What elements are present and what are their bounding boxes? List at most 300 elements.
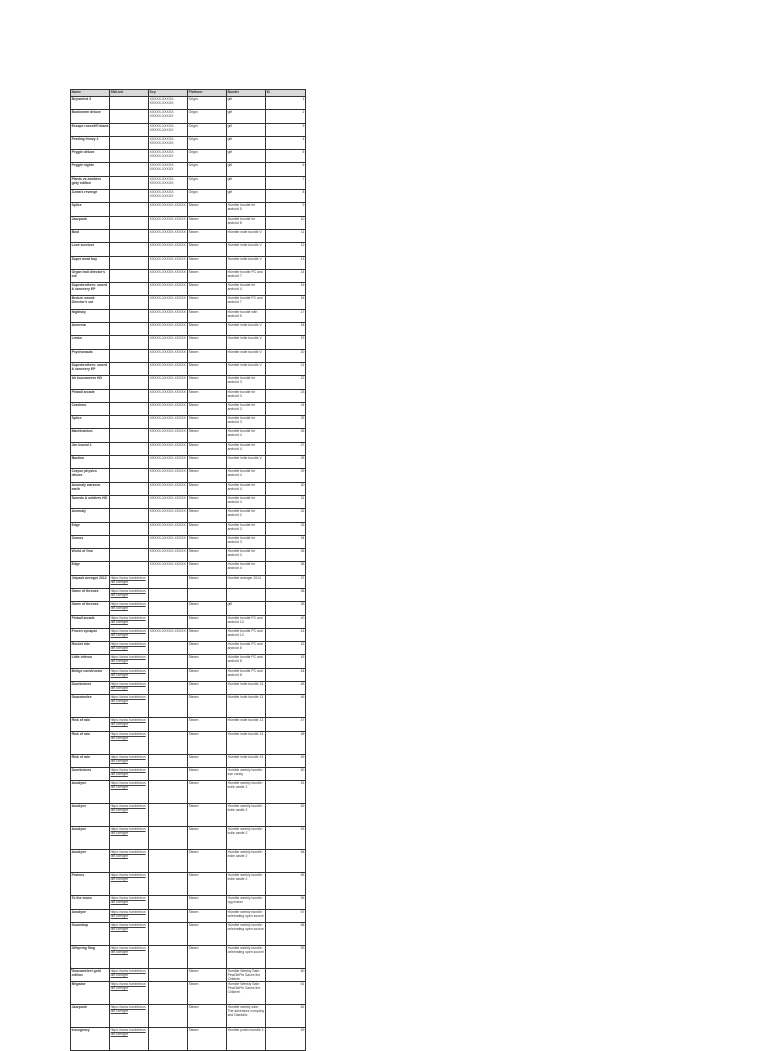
cell-bundle: Humble Weekly Sale: PewDiePie Saves the Children <box>227 982 266 1005</box>
cell-platform: Steam <box>188 416 227 429</box>
cell-id: 2 <box>266 110 306 123</box>
cell-bundle: gift <box>227 123 266 136</box>
cell-id: 16 <box>266 296 306 309</box>
cell-key: XXXXX-XXXXX-XXXXX-XXXXX <box>149 136 188 149</box>
cell-name: Jim bound 2 <box>71 442 110 455</box>
cell-id: 30 <box>266 482 306 495</box>
cell-id: 58 <box>266 922 306 945</box>
table-row <box>71 982 306 1005</box>
cell-platform: Steam <box>188 429 227 442</box>
cell-bundle: gift <box>227 136 266 149</box>
cell-link[interactable]: https://www.humblebundle.com/gift <box>110 896 149 909</box>
cell-name: Jazzpunk <box>71 1005 110 1028</box>
cell-platform: Steam <box>188 655 227 668</box>
cell-name: Brigador <box>71 982 110 1005</box>
table-row <box>71 150 306 163</box>
cell-link <box>110 97 149 110</box>
cell-platform: Steam <box>188 323 227 336</box>
cell-platform: Origin <box>188 136 227 149</box>
cell-name: Jetpack avenger 2012 <box>71 575 110 588</box>
table-row <box>71 203 306 216</box>
cell-name: Edge <box>71 522 110 535</box>
cell-id: 39 <box>266 602 306 615</box>
cell-bundle: Humble indie bundle V <box>227 456 266 469</box>
cell-platform: Steam <box>188 602 227 615</box>
table-row <box>71 1028 306 1051</box>
cell-id: 21 <box>266 362 306 375</box>
cell-link <box>110 110 149 123</box>
cell-bundle: Humble indie bundle V <box>227 362 266 375</box>
cell-key <box>149 718 188 731</box>
cell-link[interactable]: https://www.humblebundle.com/gift <box>110 968 149 981</box>
cell-id: 57 <box>266 909 306 922</box>
cell-platform: Origin <box>188 163 227 176</box>
cell-name: Edge <box>71 562 110 575</box>
cell-key: XXXXX-XXXXX-XXXXX <box>149 269 188 282</box>
table-row <box>71 922 306 945</box>
cell-id: 60 <box>266 968 306 981</box>
table-row <box>71 456 306 469</box>
table-row <box>71 323 306 336</box>
cell-key: XXXXX-XXXXX-XXXXX <box>149 469 188 482</box>
cell-name: Crayon physics deluxe <box>71 469 110 482</box>
cell-id: 41 <box>266 628 306 641</box>
cell-name: Risk of rain <box>71 754 110 767</box>
cell-link[interactable]: https://www.humblebundle.com/gift <box>110 1005 149 1028</box>
spreadsheet-table <box>70 89 306 1051</box>
cell-link[interactable]: https://www.humblebundle.com/gift <box>110 827 149 850</box>
cell-name: Superbrothers: sword & sworcery EP <box>71 283 110 296</box>
cell-bundle: Humble indie bundle 13 <box>227 718 266 731</box>
table-row <box>71 682 306 695</box>
table-row <box>71 336 306 349</box>
cell-name: Broken sword: Director's cut <box>71 296 110 309</box>
cell-name: Guacamelee <box>71 695 110 718</box>
table-row <box>71 804 306 827</box>
cell-key <box>149 695 188 718</box>
cell-link <box>110 123 149 136</box>
cell-bundle: Humble bundle for android 4 <box>227 283 266 296</box>
cell-name: Feeding frenzy 2 <box>71 136 110 149</box>
cell-id: 6 <box>266 163 306 176</box>
table-row <box>71 229 306 242</box>
cell-bundle: Humble weekly bundle: celebrating open source <box>227 945 266 968</box>
cell-bundle: Humble bundle PC and android 13 <box>227 628 266 641</box>
cell-link[interactable]: https://www.humblebundle.com/gift <box>110 602 149 615</box>
cell-platform: Steam <box>188 509 227 522</box>
cell-name: Rocket ride <box>71 642 110 655</box>
cell-link[interactable]: https://www.humblebundle.com/gift <box>110 781 149 804</box>
table-row <box>71 655 306 668</box>
table-row <box>71 349 306 362</box>
cell-platform: Steam <box>188 482 227 495</box>
cell-bundle: gift <box>227 176 266 189</box>
cell-key: XXXXX-XXXXX-XXXXX <box>149 402 188 415</box>
cell-id: 14 <box>266 269 306 282</box>
cell-id: 7 <box>266 176 306 189</box>
cell-bundle: Humble bundle for android 3 <box>227 389 266 402</box>
cell-name: Air buccaneers HD <box>71 376 110 389</box>
cell-link[interactable]: https://www.humblebundle.com/gift <box>110 575 149 588</box>
cell-bundle: Humble weekly bundle: celebrating open source <box>227 909 266 922</box>
cell-key <box>149 655 188 668</box>
cell-id: 13 <box>266 256 306 269</box>
cell-name: Boid <box>71 229 110 242</box>
cell-platform: Steam <box>188 349 227 362</box>
table-row <box>71 362 306 375</box>
column-header-link: SN/Link <box>110 90 149 97</box>
cell-key: XXXXX-XXXXX-XXXXX <box>149 362 188 375</box>
cell-bundle: Humble avenger 2014 <box>227 575 266 588</box>
cell-id: 36 <box>266 562 306 575</box>
cell-link <box>110 535 149 548</box>
cell-link[interactable]: https://www.humblebundle.com/gift <box>110 982 149 1005</box>
cell-id: 31 <box>266 495 306 508</box>
cell-bundle: Humble weekly bundle: rpg maker <box>227 896 266 909</box>
table-row <box>71 283 306 296</box>
cell-name: Swords & soldiers HD <box>71 495 110 508</box>
cell-bundle: Humble bundle with android 5 <box>227 309 266 322</box>
cell-name: Doorkickers <box>71 767 110 780</box>
cell-link <box>110 482 149 495</box>
cell-key <box>149 602 188 615</box>
cell-id: 32 <box>266 509 306 522</box>
cell-link[interactable]: https://www.humblebundle.com/gift <box>110 850 149 873</box>
cell-key <box>149 575 188 588</box>
cell-platform: Steam <box>188 575 227 588</box>
cell-key: XXXXX-XXXXX-XXXXX <box>149 216 188 229</box>
cell-link <box>110 136 149 149</box>
table-row <box>71 549 306 562</box>
cell-name: Little inferno <box>71 655 110 668</box>
cell-name: Anodyne <box>71 909 110 922</box>
cell-platform: Steam <box>188 562 227 575</box>
cell-platform: Steam <box>188 896 227 909</box>
column-header-key: Key <box>149 90 188 97</box>
cell-link[interactable]: https://www.humblebundle.com/gift <box>110 718 149 731</box>
table-row <box>71 909 306 922</box>
cell-name: Zuma's revenge <box>71 190 110 203</box>
cell-id: 42 <box>266 642 306 655</box>
cell-id: 53 <box>266 827 306 850</box>
cell-name: Bridge constructor <box>71 668 110 681</box>
cell-id: 4 <box>266 136 306 149</box>
cell-name: Anomaly warzone earth <box>71 482 110 495</box>
cell-link[interactable]: https://www.humblebundle.com/gift <box>110 754 149 767</box>
table-row <box>71 781 306 804</box>
cell-platform: Steam <box>188 682 227 695</box>
cell-name: Peggle deluxe <box>71 150 110 163</box>
cell-platform: Steam <box>188 522 227 535</box>
cell-id: 34 <box>266 535 306 548</box>
cell-link[interactable]: https://www.humblebundle.com/gift <box>110 655 149 668</box>
cell-key: XXXXX-XXXXX-XXXXX-XXXXX <box>149 110 188 123</box>
cell-bundle: Humble bundle PC and android 8 <box>227 655 266 668</box>
table-row <box>71 968 306 981</box>
cell-platform: Steam <box>188 243 227 256</box>
cell-id: 28 <box>266 456 306 469</box>
cell-key: XXXXX-XXXXX-XXXXX <box>149 256 188 269</box>
cell-name: Plants vs zombies goty edition <box>71 176 110 189</box>
cell-name: Bookworm deluxe <box>71 110 110 123</box>
cell-link <box>110 216 149 229</box>
cell-link[interactable]: https://www.humblebundle.com/gift <box>110 767 149 780</box>
cell-id: 61 <box>266 982 306 1005</box>
table-row <box>71 216 306 229</box>
cell-link[interactable]: https://www.humblebundle.com/gift <box>110 615 149 628</box>
cell-platform: Steam <box>188 469 227 482</box>
table-row <box>71 482 306 495</box>
cell-platform: Steam <box>188 442 227 455</box>
cell-link[interactable]: https://www.humblebundle.com/gift <box>110 682 149 695</box>
table-row <box>71 602 306 615</box>
cell-bundle: Humble bundle for android 2 <box>227 509 266 522</box>
cell-link[interactable]: https://www.humblebundle.com/gift <box>110 642 149 655</box>
cell-id: 46 <box>266 695 306 718</box>
table-row <box>71 176 306 189</box>
cell-key: XXXXX-XXXXX-XXXXX <box>149 283 188 296</box>
cell-bundle: Humble bundle for android 3 <box>227 376 266 389</box>
table-row <box>71 469 306 482</box>
cell-link[interactable]: https://www.humblebundle.com/gift <box>110 909 149 922</box>
cell-bundle: gift <box>227 163 266 176</box>
column-header-id: ID <box>266 90 306 97</box>
table-row <box>71 628 306 641</box>
cell-platform: Steam <box>188 909 227 922</box>
cell-platform: Steam <box>188 362 227 375</box>
cell-bundle: Humble indie bundle V <box>227 349 266 362</box>
table-row <box>71 850 306 873</box>
cell-bundle: Humble indie bundle 13 <box>227 754 266 767</box>
cell-name: Superbrothers: sword & sworcery EP <box>71 362 110 375</box>
cell-key <box>149 767 188 780</box>
cell-key <box>149 781 188 804</box>
table-row <box>71 642 306 655</box>
cell-platform: Origin <box>188 110 227 123</box>
cell-link[interactable]: https://www.humblebundle.com/gift <box>110 668 149 681</box>
cell-key <box>149 827 188 850</box>
cell-key: XXXXX-XXXXX-XXXXX <box>149 562 188 575</box>
cell-bundle: Humble weekly bundle: indie castle 2 <box>227 827 266 850</box>
table-row <box>71 754 306 767</box>
cell-name: Risk of rain <box>71 731 110 754</box>
cell-id: 10 <box>266 216 306 229</box>
cell-link <box>110 296 149 309</box>
cell-bundle: Humble indie bundle V <box>227 229 266 242</box>
cell-platform: Steam <box>188 767 227 780</box>
table-row <box>71 376 306 389</box>
cell-link <box>110 416 149 429</box>
cell-link <box>110 163 149 176</box>
cell-platform: Steam <box>188 256 227 269</box>
cell-key <box>149 909 188 922</box>
cell-key <box>149 682 188 695</box>
cell-platform: Steam <box>188 203 227 216</box>
cell-id: 18 <box>266 323 306 336</box>
cell-key: XXXXX-XXXXX-XXXXX <box>149 628 188 641</box>
cell-bundle: Humble weekly bundle: eye candy <box>227 767 266 780</box>
cell-platform: Steam <box>188 718 227 731</box>
cell-link <box>110 336 149 349</box>
cell-id: 45 <box>266 682 306 695</box>
cell-link <box>110 362 149 375</box>
table-row <box>71 718 306 731</box>
cell-key: XXXXX-XXXXX-XXXXX <box>149 243 188 256</box>
cell-key: XXXXX-XXXXX-XXXXX <box>149 482 188 495</box>
table-row <box>71 442 306 455</box>
cell-bundle: gift <box>227 190 266 203</box>
cell-key <box>149 642 188 655</box>
cell-platform: Steam <box>188 827 227 850</box>
cell-link <box>110 376 149 389</box>
cell-bundle: Humble indie bundle V <box>227 336 266 349</box>
cell-key <box>149 1005 188 1028</box>
cell-link <box>110 429 149 442</box>
cell-bundle: Humble bundle for android 3 <box>227 522 266 535</box>
cell-key <box>149 804 188 827</box>
cell-platform: Steam <box>188 731 227 754</box>
cell-key: XXXXX-XXXXX-XXXXX <box>149 429 188 442</box>
cell-name: Escape rosecliff island <box>71 123 110 136</box>
cell-platform: Steam <box>188 781 227 804</box>
cell-platform: Steam <box>188 216 227 229</box>
cell-link <box>110 562 149 575</box>
cell-name: Bejeweled 3 <box>71 97 110 110</box>
cell-key <box>149 731 188 754</box>
table-row <box>71 535 306 548</box>
cell-platform: Steam <box>188 283 227 296</box>
cell-name: Pinball arcade <box>71 389 110 402</box>
cell-platform: Steam <box>188 754 227 767</box>
cell-name: World of Goo <box>71 549 110 562</box>
cell-id: 44 <box>266 668 306 681</box>
table-row <box>71 110 306 123</box>
cell-bundle: gift <box>227 110 266 123</box>
cell-link[interactable]: https://www.humblebundle.com/gift <box>110 695 149 718</box>
cell-platform <box>188 588 227 601</box>
cell-bundle: Humble bundle for android 4 <box>227 429 266 442</box>
cell-name: Doorkickers <box>71 682 110 695</box>
cell-link <box>110 349 149 362</box>
cell-platform: Steam <box>188 968 227 981</box>
cell-link <box>110 509 149 522</box>
cell-platform: Steam <box>188 668 227 681</box>
table-row <box>71 1005 306 1028</box>
cell-bundle: Humble bundle for android 4 <box>227 469 266 482</box>
cell-id: 35 <box>266 549 306 562</box>
cell-link[interactable]: https://www.humblebundle.com/gift <box>110 922 149 945</box>
cell-link[interactable]: https://www.humblebundle.com/gift <box>110 1028 149 1051</box>
cell-key: XXXXX-XXXXX-XXXXX <box>149 296 188 309</box>
cell-id: 1 <box>266 97 306 110</box>
cell-link <box>110 243 149 256</box>
cell-platform: Steam <box>188 336 227 349</box>
cell-id: 43 <box>266 655 306 668</box>
cell-key: XXXXX-XXXXX-XXXXX <box>149 522 188 535</box>
cell-link[interactable]: https://www.humblebundle.com/gift <box>110 873 149 896</box>
cell-platform: Origin <box>188 97 227 110</box>
cell-bundle: Humble weekly bundle: celebrating open source <box>227 922 266 945</box>
cell-key: XXXXX-XXXXX-XXXXX-XXXXX <box>149 123 188 136</box>
cell-key: XXXXX-XXXXX-XXXXX <box>149 442 188 455</box>
table-row <box>71 256 306 269</box>
cell-name: Anomaly <box>71 509 110 522</box>
cell-id: 22 <box>266 376 306 389</box>
table-row <box>71 615 306 628</box>
cell-link <box>110 442 149 455</box>
cell-name: Anodyne <box>71 850 110 873</box>
cell-link <box>110 309 149 322</box>
cell-platform: Steam <box>188 850 227 873</box>
cell-key <box>149 873 188 896</box>
cell-id: 37 <box>266 575 306 588</box>
cell-link[interactable]: https://www.humblebundle.com/gift <box>110 588 149 601</box>
cell-link[interactable]: https://www.humblebundle.com/gift <box>110 945 149 968</box>
cell-key: XXXXX-XXXXX-XXXXX-XXXXX <box>149 190 188 203</box>
cell-platform: Steam <box>188 922 227 945</box>
cell-link[interactable]: https://www.humblebundle.com/gift <box>110 731 149 754</box>
cell-id: 40 <box>266 615 306 628</box>
table-row <box>71 495 306 508</box>
cell-link <box>110 229 149 242</box>
cell-id: 62 <box>266 1005 306 1028</box>
cell-id: 24 <box>266 402 306 415</box>
cell-key: XXXXX-XXXXX-XXXXX <box>149 549 188 562</box>
cell-platform: Steam <box>188 229 227 242</box>
cell-key <box>149 754 188 767</box>
cell-id: 11 <box>266 229 306 242</box>
column-header-name: Name <box>71 90 110 97</box>
cell-key: XXXXX-XXXXX-XXXXX <box>149 229 188 242</box>
cell-id: 55 <box>266 873 306 896</box>
cell-name: Game of thrones <box>71 588 110 601</box>
cell-key: XXXXX-XXXXX-XXXXX <box>149 535 188 548</box>
cell-key: XXXXX-XXXXX-XXXXX-XXXXX <box>149 163 188 176</box>
cell-platform: Origin <box>188 176 227 189</box>
cell-key: XXXXX-XXXXX-XXXXX <box>149 323 188 336</box>
cell-bundle: Humble bundle for android 4 <box>227 442 266 455</box>
cell-link[interactable]: https://www.humblebundle.com/gift <box>110 628 149 641</box>
cell-id: 50 <box>266 767 306 780</box>
cell-id: 52 <box>266 804 306 827</box>
cell-id: 15 <box>266 283 306 296</box>
cell-key <box>149 588 188 601</box>
cell-bundle: Humble weekly bundle: indie castle 2 <box>227 804 266 827</box>
table-row <box>71 190 306 203</box>
cell-link <box>110 469 149 482</box>
cell-bundle: Humble jumbo bundle 3 <box>227 1028 266 1051</box>
cell-bundle: Humble weekly sale: The adventure company and Daedalic <box>227 1005 266 1028</box>
cell-id: 54 <box>266 850 306 873</box>
cell-bundle: gift <box>227 97 266 110</box>
cell-key: XXXXX-XXXXX-XXXXX <box>149 389 188 402</box>
cell-id: 27 <box>266 442 306 455</box>
table-row <box>71 945 306 968</box>
cell-link <box>110 389 149 402</box>
cell-link[interactable]: https://www.humblebundle.com/gift <box>110 804 149 827</box>
table-row <box>71 509 306 522</box>
cell-key: XXXXX-XXXXX-XXXXX <box>149 456 188 469</box>
cell-name: Anodyne <box>71 827 110 850</box>
cell-key: XXXXX-XXXXX-XXXXX <box>149 495 188 508</box>
cell-key <box>149 982 188 1005</box>
cell-name: Psychonauts <box>71 349 110 362</box>
table-row <box>71 389 306 402</box>
cell-id: 59 <box>266 945 306 968</box>
cell-id: 12 <box>266 243 306 256</box>
cell-link <box>110 256 149 269</box>
cell-bundle <box>227 588 266 601</box>
